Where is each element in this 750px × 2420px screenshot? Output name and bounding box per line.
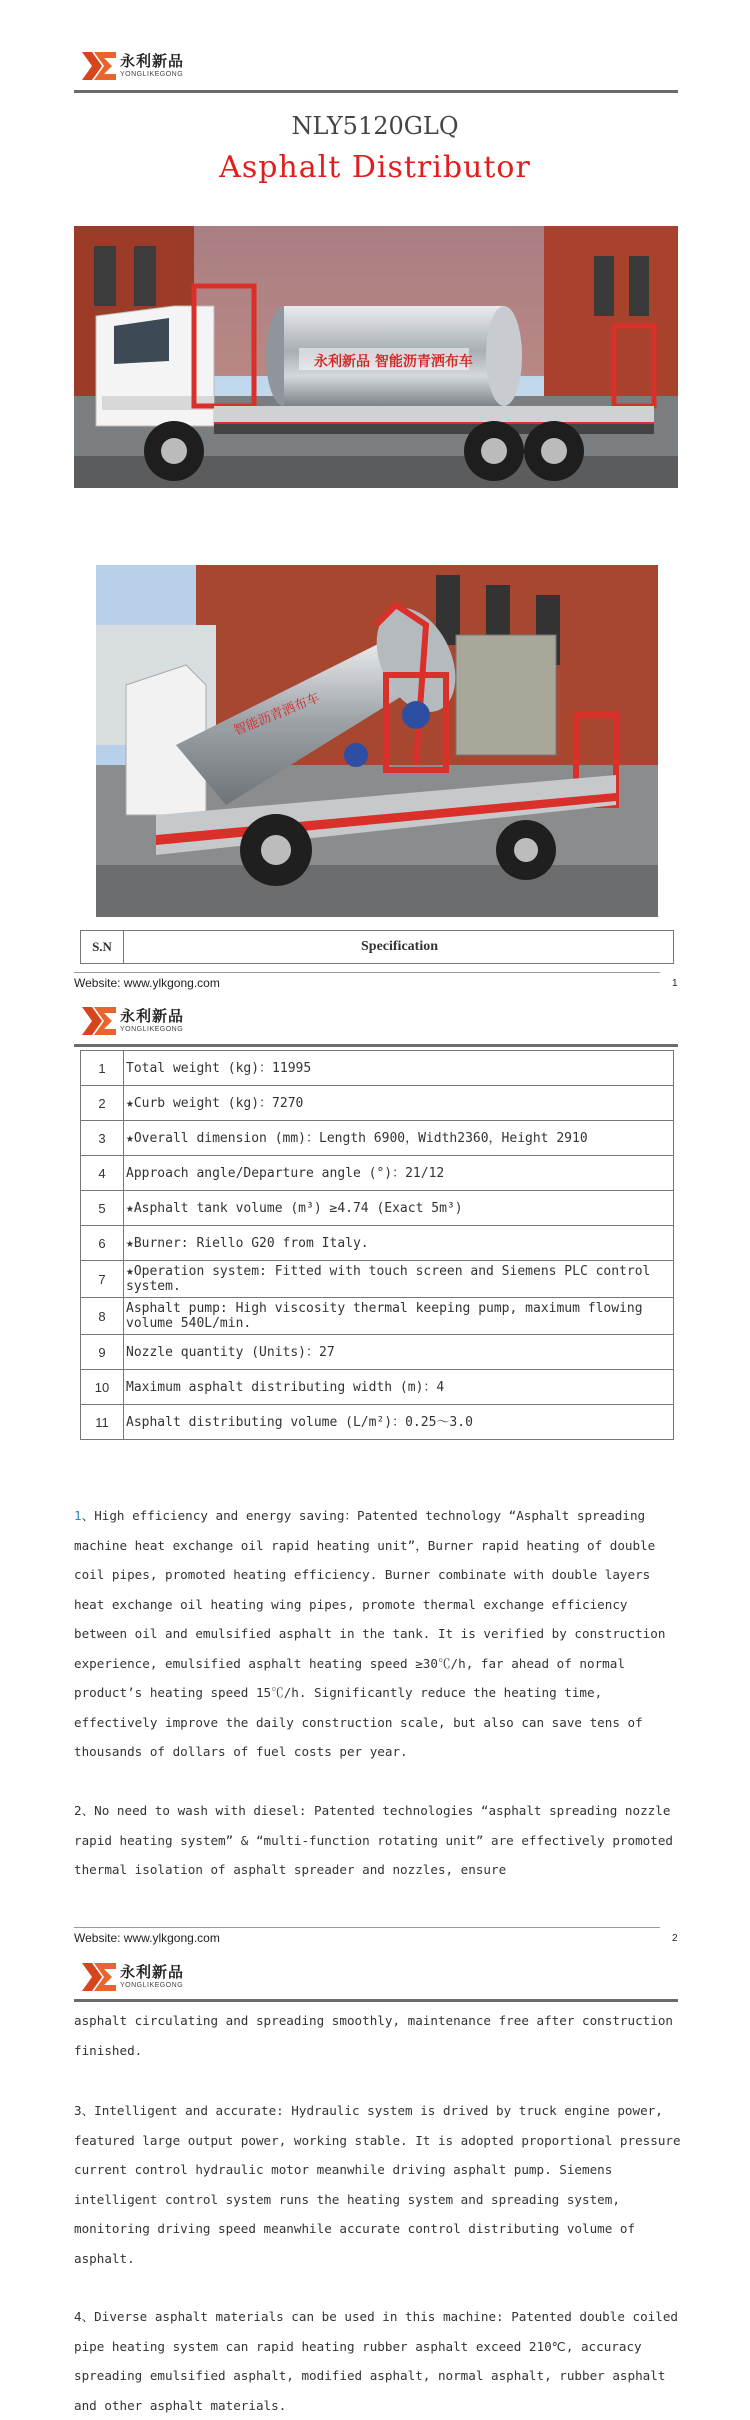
spec-row-text: ★Operation system: Fitted with touch screen and Siemens PLC control system. bbox=[124, 1261, 674, 1298]
footer-page-number: 2 bbox=[672, 1933, 678, 1944]
spec-row bbox=[81, 1191, 674, 1226]
spec-row bbox=[81, 1226, 674, 1261]
spec-row bbox=[81, 1298, 674, 1335]
feature-paragraph-2: 2、No need to wash with diesel: Patented technologies “asphalt spreading nozzle rapid heating system” & “multi-function rotating unit” are effectively promoted thermal isolation of asphalt spreader and nozzles, ensure bbox=[74, 1803, 673, 1877]
spec-row-number: 6 bbox=[81, 1226, 124, 1261]
brand-logo bbox=[82, 52, 184, 80]
truck-logo-text: 永利新品 智能沥青洒布车 bbox=[314, 354, 473, 370]
svg-text:智能沥青洒布车: 智能沥青洒布车 bbox=[231, 690, 322, 739]
spec-row-number: 3 bbox=[81, 1121, 124, 1156]
spec-row-number: 8 bbox=[81, 1298, 124, 1335]
footer-rule bbox=[74, 972, 660, 973]
spec-row-number: 11 bbox=[81, 1405, 124, 1440]
header-rule bbox=[74, 1999, 678, 2002]
spec-row bbox=[81, 1335, 674, 1370]
footer-rule bbox=[74, 1927, 660, 1928]
spec-row-text: Total weight (kg)：11995 bbox=[124, 1051, 674, 1086]
model-title: NLY5120GLQ bbox=[291, 112, 459, 140]
spec-row bbox=[81, 1156, 674, 1191]
spec-row-text: ★Asphalt tank volume (m³) ≥4.74 (Exact 5m³) bbox=[124, 1191, 674, 1226]
spec-row-number: 7 bbox=[81, 1261, 124, 1298]
header-rule bbox=[74, 1044, 678, 1047]
spec-row-number: 9 bbox=[81, 1335, 124, 1370]
product-title: Asphalt Distributor bbox=[219, 150, 531, 185]
brand-name-cn: 永利新品 bbox=[120, 1007, 185, 1025]
spec-row-text: Asphalt pump: High viscosity thermal keeping pump, maximum flowing volume 540L/min. bbox=[124, 1298, 674, 1335]
spec-row bbox=[81, 1086, 674, 1121]
footer-page-number: 1 bbox=[672, 978, 678, 989]
spec-row-number: 5 bbox=[81, 1191, 124, 1226]
brand-logo-page3 bbox=[82, 1963, 184, 1991]
feature-paragraph-1 bbox=[74, 1501, 684, 1767]
spec-row bbox=[81, 1121, 674, 1156]
spec-row-text: Asphalt distributing volume (L/m²)：0.25～3.0 bbox=[124, 1405, 674, 1440]
header-rule bbox=[74, 90, 678, 93]
spec-row-text: Maximum asphalt distributing width (m)：4 bbox=[124, 1370, 674, 1405]
brand-mark-icon bbox=[82, 52, 116, 80]
spec-header-table bbox=[80, 930, 674, 964]
spec-row bbox=[81, 1051, 674, 1086]
footer-website: Website: www.ylkgong.com bbox=[74, 976, 220, 990]
spec-row-number: 10 bbox=[81, 1370, 124, 1405]
spec-row-text: ★Burner: Riello G20 from Italy. bbox=[124, 1226, 674, 1261]
feature-1-number: 1 bbox=[74, 1508, 82, 1523]
spec-header: Specification bbox=[124, 931, 674, 964]
footer-website: Website: www.ylkgong.com bbox=[74, 1931, 220, 1945]
spec-row-text: Nozzle quantity (Units)：27 bbox=[124, 1335, 674, 1370]
feature-paragraph-2-continued: asphalt circulating and spreading smoothly, maintenance free after construction finished. bbox=[74, 2013, 673, 2058]
brand-name-cn: 永利新品 bbox=[120, 1963, 185, 1981]
spec-row-number: 4 bbox=[81, 1156, 124, 1191]
spec-row-text: Approach angle/Departure angle (°)：21/12 bbox=[124, 1156, 674, 1191]
brand-name-en: YONGLIKEGONG bbox=[120, 1982, 184, 1989]
spec-row-number: 1 bbox=[81, 1051, 124, 1086]
spec-row-text: ★Curb weight (kg)：7270 bbox=[124, 1086, 674, 1121]
brand-name-en: YONGLIKEGONG bbox=[120, 1026, 184, 1033]
truck-rear-photo bbox=[96, 565, 658, 917]
spec-row bbox=[81, 1405, 674, 1440]
brand-name-cn: 永利新品 bbox=[120, 52, 185, 70]
feature-paragraph-4: 4、Diverse asphalt materials can be used in this machine: Patented double coiled pipe heating system can rapid heating rubber asphalt exceed 210℃, accuracy spreading emulsified asphalt, modified asphalt, normal asphalt, rubber asphalt and other asphalt materials. bbox=[74, 2309, 678, 2413]
spec-table bbox=[80, 1050, 674, 1440]
spec-row-number: 2 bbox=[81, 1086, 124, 1121]
brand-logo-page2 bbox=[82, 1007, 184, 1035]
brand-name-en: YONGLIKEGONG bbox=[120, 71, 184, 78]
spec-row-text: ★Overall dimension (mm)：Length 6900，Width2360，Height 2910 bbox=[124, 1121, 674, 1156]
truck-side-photo bbox=[74, 226, 678, 488]
spec-row bbox=[81, 1261, 674, 1298]
feature-paragraph-3: 3、Intelligent and accurate: Hydraulic system is drived by truck engine power, featured large output power, working stable. It is adopted proportional pressure current control hydraulic motor meanwhile driving asphalt pump. Siemens intelligent control system runs the heating system and spreading system, monitoring driving speed meanwhile accurate control distributing volume of asphalt. bbox=[74, 2103, 681, 2266]
brand-mark-icon bbox=[82, 1963, 116, 1991]
brand-mark-icon bbox=[82, 1007, 116, 1035]
spec-row bbox=[81, 1370, 674, 1405]
feature-1-text: 、High efficiency and energy saving：Patented technology “Asphalt spreading machine heat exchange oil rapid heating unit”，Burner rapid heating of double coil pipes, promoted heating efficiency. Burner combinate with double layers heat exchange oil heating wing pipes, promote thermal exchange efficiency between oil and emulsified asphalt in the tank. It is verified by construction experience, emulsified asphalt heating speed ≥30℃/h, far ahead of normal product’s heating speed 15℃/h. Significantly reduce the heating time, effectively improve the daily construction scale, but also can save tens of thousands of dollars of fuel costs per year. bbox=[74, 1508, 666, 1759]
spec-header-row bbox=[81, 931, 674, 964]
sn-header: S.N bbox=[81, 931, 124, 964]
